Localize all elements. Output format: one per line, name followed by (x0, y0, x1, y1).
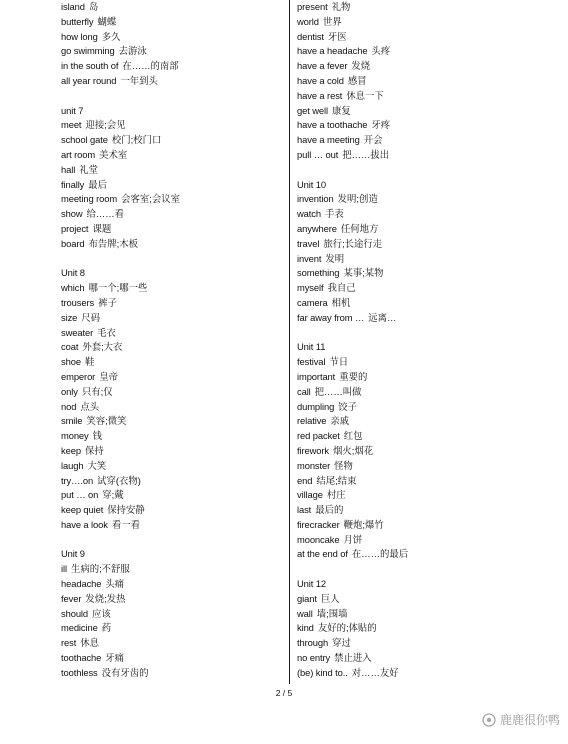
vocab-chinese: 美术室 (99, 148, 128, 160)
vocab-chinese: 毛衣 (97, 326, 116, 338)
vocab-english: end (297, 474, 313, 486)
vocab-chinese: 休息一下 (346, 89, 384, 101)
vocab-entry (297, 385, 532, 400)
vocab-entry (297, 44, 532, 59)
vocab-english: all year round (61, 74, 117, 86)
vocab-english: only (61, 385, 78, 397)
vocab-entry (61, 192, 296, 207)
vocab-entry (297, 0, 532, 15)
vocab-chinese: 禁止进入 (334, 652, 372, 664)
vocab-english: art room (61, 148, 96, 160)
vocab-chinese: 发明;创造 (337, 193, 378, 205)
vocab-entry (297, 577, 532, 592)
vocab-entry (61, 207, 296, 222)
vocab-english: have a fever (297, 60, 348, 72)
vocab-entry (297, 444, 532, 459)
vocab-entry (61, 621, 296, 636)
vocab-english: festival (297, 356, 326, 368)
vocab-english: call (297, 385, 311, 397)
vocab-english: show (61, 208, 83, 220)
vocab-entry (297, 207, 532, 222)
section-gap (297, 326, 532, 341)
vocab-entry (61, 296, 296, 311)
vocab-entry (61, 148, 296, 163)
vocab-chinese: 结尾;结束 (316, 474, 357, 486)
vocab-entry (297, 370, 532, 385)
vocab-english: Unit 8 (61, 267, 85, 279)
vocab-entry (297, 518, 532, 533)
vocab-english: money (61, 430, 89, 442)
vocab-chinese: 休息 (80, 637, 99, 649)
vocab-english: keep quiet (61, 504, 104, 516)
vocab-chinese: 看一看 (111, 518, 140, 530)
vocab-english: hall (61, 163, 76, 175)
vocab-entry (61, 133, 296, 148)
vocab-chinese: 节日 (329, 356, 349, 368)
vocab-english: firecracker (297, 518, 340, 530)
vocab-chinese: 头痛 (105, 578, 125, 590)
vocab-chinese: 生病的;不舒服 (70, 563, 130, 575)
vocab-english: myself (297, 282, 324, 294)
vocab-chinese: 任何地方 (340, 222, 379, 234)
vocab-english: meeting room (61, 193, 118, 205)
vocab-entry (61, 15, 296, 30)
vocab-chinese: 试穿(衣物) (97, 474, 141, 486)
vocab-chinese: 手表 (325, 208, 344, 220)
vocab-entry (297, 15, 532, 30)
vocab-english: ill (61, 563, 67, 575)
vocab-entry (61, 636, 296, 651)
vocab-english: Unit 9 (61, 548, 85, 560)
vocab-english: (be) kind to.. (297, 666, 348, 678)
column-divider (289, 0, 290, 684)
vocab-english: have a cold (297, 74, 344, 86)
vocab-chinese: 迎接;会见 (85, 119, 126, 131)
vocab-chinese: 保持 (84, 444, 104, 456)
vocab-entry (61, 577, 296, 592)
vocab-entry (61, 651, 296, 666)
vocab-entry (297, 488, 532, 503)
vocab-chinese: 一年到头 (120, 74, 158, 86)
vocab-chinese: 礼堂 (79, 163, 98, 175)
vocab-entry (297, 192, 532, 207)
vocab-chinese: 把……叫做 (314, 385, 362, 397)
vocab-entry (61, 607, 296, 622)
vocab-entry (297, 252, 532, 267)
vocab-english: something (297, 267, 340, 279)
vocab-entry (297, 636, 532, 651)
section-gap (61, 533, 296, 548)
vocab-entry (61, 281, 296, 296)
vocab-entry (297, 533, 532, 548)
vocab-english: invention (297, 193, 334, 205)
vocab-english: rest (61, 637, 77, 649)
vocab-chinese: 礼物 (331, 1, 351, 12)
vocab-chinese: 牙医 (327, 30, 347, 42)
vocab-entry (297, 74, 532, 89)
vocab-english: unit 7 (61, 104, 84, 116)
vocab-entry (297, 30, 532, 45)
vocab-english: kind (297, 622, 314, 634)
vocab-english: which (61, 282, 85, 294)
vocab-entry (61, 222, 296, 237)
vocab-entry (61, 444, 296, 459)
vocab-english: how long (61, 30, 98, 42)
vocab-entry (297, 89, 532, 104)
vocab-chinese: 穿;戴 (102, 489, 124, 501)
vocab-chinese: 烟火;烟花 (333, 444, 374, 456)
vocab-english: fever (61, 592, 82, 604)
vocab-english: laugh (61, 459, 84, 471)
vocab-english: school gate (61, 134, 108, 146)
vocab-column-left (61, 0, 296, 681)
vocab-chinese: 鞋 (84, 356, 95, 368)
vocab-english: try….on (61, 474, 94, 486)
vocab-entry (61, 503, 296, 518)
vocab-english: in the south of (61, 60, 119, 72)
vocab-english: travel (297, 237, 320, 249)
vocab-chinese: 发烧 (351, 60, 371, 72)
vocab-english: dentist (297, 30, 324, 42)
vocab-chinese: 感冒 (347, 74, 367, 86)
vocab-english: giant (297, 592, 317, 604)
vocab-entry (61, 74, 296, 89)
vocab-entry (61, 518, 296, 533)
vocab-entry (61, 547, 296, 562)
vocab-entry (61, 340, 296, 355)
vocab-english: camera (297, 296, 328, 308)
page-number: 2 / 5 (275, 688, 293, 698)
vocab-chinese: 友好的;体贴的 (317, 622, 377, 634)
vocab-chinese: 牙疼 (371, 119, 391, 131)
vocab-entry (61, 237, 296, 252)
vocab-chinese: 裤子 (98, 296, 117, 308)
vocab-chinese: 皇帝 (99, 370, 118, 382)
vocab-chinese: 村庄 (326, 489, 346, 501)
vocab-english: should (61, 607, 89, 619)
vocab-english: watch (297, 208, 321, 220)
vocab-chinese: 校门;校门口 (111, 134, 162, 146)
vocab-chinese: 相机 (331, 296, 351, 308)
vocab-entry (61, 459, 296, 474)
vocab-english: toothache (61, 652, 102, 664)
vocab-chinese: 某事;某物 (343, 267, 384, 279)
vocab-entry (297, 355, 532, 370)
vocab-chinese: 哪一个;哪一些 (88, 282, 148, 294)
vocab-chinese: 多久 (101, 30, 121, 42)
vocab-entry (61, 311, 296, 326)
vocab-entry (61, 666, 296, 681)
vocab-chinese: 把……拔出 (342, 148, 390, 160)
vocab-chinese: 在……的最后 (351, 548, 409, 560)
vocab-entry (61, 266, 296, 281)
vocab-entry (297, 222, 532, 237)
vocab-entry (297, 281, 532, 296)
vocab-chinese: 重要的 (339, 370, 368, 382)
vocab-entry (297, 237, 532, 252)
vocab-chinese: 会客室;会议室 (121, 193, 180, 205)
vocab-entry (297, 666, 532, 681)
vocab-english: Unit 12 (297, 578, 327, 590)
vocab-chinese: 没有牙齿的 (101, 666, 149, 678)
vocab-entry (61, 429, 296, 444)
vocab-english: size (61, 311, 78, 323)
vocab-english: project (61, 222, 89, 234)
vocab-entry (61, 118, 296, 133)
watermark-logo-icon (482, 713, 496, 727)
vocab-entry (297, 296, 532, 311)
vocab-english: toothless (61, 666, 98, 678)
vocab-english: important (297, 370, 336, 382)
vocab-entry (297, 503, 532, 518)
vocab-column-right (297, 0, 532, 681)
vocab-english: board (61, 237, 85, 249)
vocab-chinese: 钱 (92, 430, 103, 442)
vocab-chinese: 课题 (92, 222, 112, 234)
vocab-chinese: 最后 (88, 178, 108, 190)
vocab-entry (61, 326, 296, 341)
vocab-english: last (297, 504, 312, 516)
vocab-chinese: 牙痛 (105, 652, 125, 664)
vocab-chinese: 开会 (363, 134, 383, 146)
vocab-english: monster (297, 459, 331, 471)
vocab-english: put … on (61, 489, 99, 501)
vocab-entry (61, 0, 296, 15)
vocab-chinese: 发明 (325, 252, 345, 264)
vocab-english: present (297, 1, 328, 12)
vocab-chinese: 发烧;发热 (85, 592, 126, 604)
vocab-chinese: 墙;围墙 (316, 607, 348, 619)
vocab-english: pull … out (297, 148, 339, 160)
vocab-chinese: 大笑 (87, 459, 107, 471)
vocab-chinese: 尺码 (81, 311, 101, 323)
vocab-english: at the end of (297, 548, 348, 560)
vocab-entry (297, 340, 532, 355)
vocab-chinese: 应该 (92, 607, 111, 619)
vocab-entry (297, 547, 532, 562)
vocab-chinese: 旅行;长途行走 (323, 237, 383, 249)
vocab-chinese: 去游泳 (118, 45, 147, 57)
vocab-entry (297, 311, 532, 326)
vocab-chinese: 穿过 (332, 637, 351, 649)
vocab-entry (297, 459, 532, 474)
watermark-text: 鹿鹿很你鸭 (499, 713, 560, 727)
vocab-entry (297, 651, 532, 666)
vocab-entry (297, 592, 532, 607)
vocab-chinese: 怪物 (334, 459, 353, 471)
vocab-english: have a meeting (297, 134, 360, 146)
vocab-chinese: 康复 (332, 104, 351, 116)
vocab-english: have a rest (297, 89, 343, 101)
vocab-entry (61, 104, 296, 119)
vocab-entry (61, 414, 296, 429)
vocab-entry (61, 385, 296, 400)
vocab-entry (297, 400, 532, 415)
vocab-english: sweater (61, 326, 94, 338)
vocab-chinese: 巨人 (320, 592, 340, 604)
vocab-chinese: 亲戚 (330, 415, 350, 427)
vocab-entry (297, 59, 532, 74)
vocab-english: get well (297, 104, 328, 116)
section-gap (61, 252, 296, 267)
vocab-english: relative (297, 415, 327, 427)
vocab-english: headache (61, 578, 102, 590)
vocab-entry (61, 355, 296, 370)
vocab-chinese: 世界 (322, 15, 342, 27)
vocab-entry (297, 621, 532, 636)
vocab-chinese: 鞭炮;爆竹 (343, 518, 384, 530)
vocab-chinese: 在……的南部 (122, 60, 179, 72)
vocab-chinese: 我自己 (327, 282, 356, 294)
vocab-english: nod (61, 400, 77, 412)
vocab-english: Unit 10 (297, 178, 327, 190)
vocab-english: firework (297, 444, 330, 456)
vocab-english: have a toothache (297, 119, 368, 131)
vocab-entry (297, 266, 532, 281)
vocab-chinese: 外套;大衣 (82, 341, 123, 353)
vocab-entry (297, 178, 532, 193)
vocab-entry (297, 104, 532, 119)
vocab-entry (61, 163, 296, 178)
vocab-english: village (297, 489, 323, 501)
vocab-english: dumpling (297, 400, 335, 412)
vocab-english: coat (61, 341, 79, 353)
vocab-english: emperor (61, 370, 96, 382)
vocab-chinese: 点头 (80, 400, 100, 412)
vocab-english: trousers (61, 296, 95, 308)
vocab-entry (297, 429, 532, 444)
vocab-entry (61, 562, 296, 577)
vocab-entry (61, 400, 296, 415)
vocab-entry (61, 488, 296, 503)
vocab-english: world (297, 15, 319, 27)
vocab-entry (61, 30, 296, 45)
vocab-chinese: 笑容;微笑 (86, 415, 127, 427)
vocab-english: no entry (297, 652, 331, 664)
vocab-entry (61, 178, 296, 193)
vocab-english: far away from … (297, 311, 365, 323)
vocab-entry (297, 148, 532, 163)
vocab-english: wall (297, 607, 313, 619)
vocab-chinese: 蝴蝶 (97, 15, 117, 27)
vocab-chinese: 远离… (368, 311, 397, 323)
vocab-entry (61, 370, 296, 385)
vocab-entry (61, 592, 296, 607)
vocab-english: Unit 11 (297, 341, 326, 353)
vocab-chinese: 月饼 (343, 533, 363, 545)
vocab-chinese: 最后的 (315, 504, 344, 516)
vocab-chinese: 只有;仅 (81, 385, 113, 397)
vocab-chinese: 布告牌;木板 (88, 237, 138, 249)
vocab-chinese: 头疼 (371, 45, 391, 57)
vocab-entry (297, 118, 532, 133)
vocab-english: invent (297, 252, 322, 264)
vocab-english: red packet (297, 430, 340, 442)
vocab-chinese: 岛 (88, 1, 99, 12)
vocab-entry (297, 474, 532, 489)
vocab-english: have a headache (297, 45, 368, 57)
section-gap (297, 562, 532, 577)
vocab-entry (61, 474, 296, 489)
vocab-english: mooncake (297, 533, 340, 545)
vocab-english: smile (61, 415, 83, 427)
vocab-chinese: 药 (101, 622, 112, 634)
vocab-chinese: 红包 (343, 430, 363, 442)
vocab-english: through (297, 637, 329, 649)
vocab-english: go swimming (61, 45, 115, 57)
vocab-english: have a look (61, 518, 108, 530)
vocab-english: medicine (61, 622, 98, 634)
vocab-chinese: 给……看 (86, 208, 125, 220)
vocab-english: anywhere (297, 222, 337, 234)
vocab-chinese: 保持安静 (107, 504, 145, 516)
vocab-english: finally (61, 178, 85, 190)
vocab-english: island (61, 1, 85, 12)
vocab-entry (61, 59, 296, 74)
vocab-entry (297, 414, 532, 429)
vocab-english: keep (61, 444, 81, 456)
vocab-english: shoe (61, 356, 81, 368)
vocab-english: meet (61, 119, 82, 131)
vocab-entry (297, 133, 532, 148)
vocab-entry (297, 607, 532, 622)
vocab-chinese: 对……友好 (351, 666, 399, 678)
vocab-entry (61, 44, 296, 59)
watermark (482, 711, 560, 728)
vocab-chinese: 饺子 (338, 400, 358, 412)
section-gap (297, 163, 532, 178)
vocab-english: butterfly (61, 15, 94, 27)
section-gap (61, 89, 296, 104)
